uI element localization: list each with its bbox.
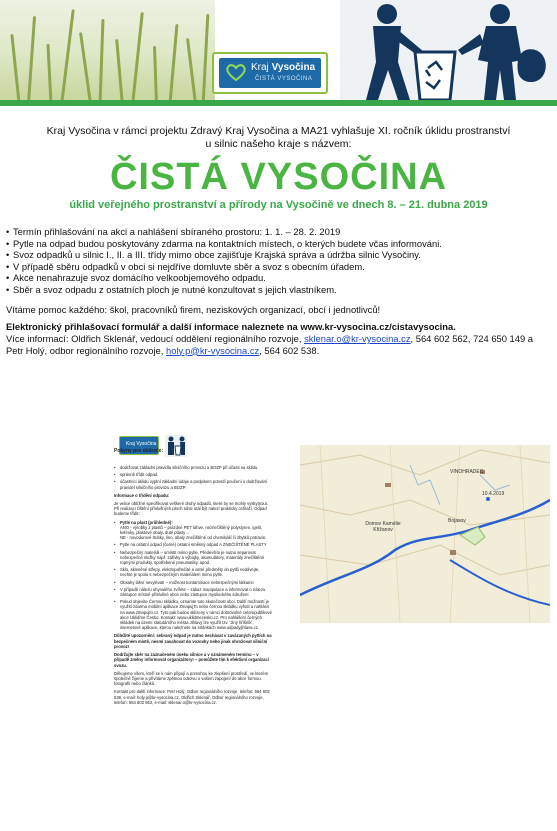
list-item: • Svoz odpadků u silnic I., II. a III. třídy mimo obce zajišťuje Krajská správa a údržba silnic Vysočiny. <box>6 249 551 261</box>
email-link-sklenar[interactable]: sklenar.o@kr-vysocina.cz <box>304 333 411 344</box>
sorting-title: Informace o třídění odpadu: <box>114 492 170 498</box>
list-item: • správně třídit odpad. <box>114 472 272 477</box>
recycling-people-illustration <box>340 0 557 104</box>
recycling-icon <box>165 435 187 457</box>
map-label-area: Bojasov <box>448 518 466 524</box>
contact-info: Více informací: Oldřich Sklenář, vedoucí oddělení regionálního rozvoje, sklenar.o@kr-vysocina.cz, 564 602 562, 724 650 149 a Petr Holý, odbor regionálního rozvoje, holy.p@kr-vysocina.cz, 564 602 538. <box>6 333 534 356</box>
leaflet-logo: Kraj Vysočina <box>119 436 159 455</box>
email-link-holy[interactable]: holy.p@kr-vysocina.cz <box>165 344 260 356</box>
list-item: • Pytle na odpad budou poskytovány zdarma na kontaktních místech, o kterých budete včas informováni. <box>6 238 551 250</box>
grass-photo <box>0 0 215 104</box>
map-label-place: Domov Kamélie Křižanov <box>365 521 401 533</box>
map-graphic <box>300 445 550 623</box>
header-banner <box>0 0 557 104</box>
instructions-leaflet: Kraj Vysočina Pokyny pro sběrače: • dodržovat základní pravidla silničního provozu a BOZP při účasti na sklidu. • správně třídit odpad. • účastníci úklidu vyplní základní údaje a podpisem potvrdí poučení o dodržování pravidel silničního provozu a BOZP. Informace o třídění odpadu: Je velice obtížné specifikovat veškeré druhy odpadů, které by se mohly vyskytnout. Při realizaci čištění příslušných ploch silnic stál být nalezí prakticky ochlaží. Odpad budeme třídit: • Pytle na plast (průhledné): ANO - výrobky z plastů – prázdné PET láhve, neznečištěný polystyren, igelit, kelímky, plastové obaly, duté plasty… NE - novodurové trubky, lino, obaly znečištěné od chemikálií či zbytků potravin. • Pytle na ostatní odpad (černé) ostatní směsný odpad A ZNEČIŠTĚNÉ PLASTY • Nebezpečný materiál – umístit mimo pytle. Především je nutno separovat nebezpečné složky např. zářivky a výbojky, akumulátory, materiály znečištěné ropnými produkty, spotřebené pneumatiky, apod. • Sklo, skleněné střepy, elektropořtečité a ostré předměty do pytlů nedávejte, nechte je spolu s nebezpečným materiálem mimo pytle. • Obsahy láhví nevylévat! – možnost kontaminace nebezpečnými látkami! • V případě nálezu uhynulého zvířete – zákaz manipulace a informovat o nálezu zástupce místně příslušné obce nebo zástupce myslivckého sdružení. • Pokud objevíte Černou skládku, oznamte tuto skutečnost obci. Další možností je využití zdarma mobilní aplikace ZmapujTo nebo černou skládku vyfotit a nahlásit na www.zmapujto.cz. Tyto pak budou sklizeny v rámci dobrovolné celorepublikové akce Ukliďme Česko. Kontakt: www.uklidmecesko.cz. Pro nahlášení černých skládek na území statutárního města Jihlavy lze využít tzv. 'Jiný hříšník', internetové aplikace, kterou naleznete na stránkách www.odpadyjihlava.cz. Důležité upozornění: sebraný odpad je nutno nechávat v zavázaných pytlích na bezpečném místě, nesmí zasahovat do vozovky nebo jinak ohrožovat silniční provoz! Dodržujte sběr na zaznačeném úseku silnice a v oznámeném termínu – v případě změny informovat organizátory! – pomůžete tím k efektivní organizaci svozu. Děkujeme všem, kteří se k nám připojí a pomohou ke zlepšení prostředí, ve kterém společně žijeme a přivítáme zpětnou odezvu o vašem zapojení do akce formou fotografií nebo článků. Kontakt pro další informace: Petr Holý, Odbor regionálního rozvoje, telefon: 564 602 538, e-mail: holy.p@kr-vysocina.cz, Oldřich Sklenář, Odbor regionálního rozvoje, telefon: 564 602 562, e-mail: sklenar.o@kr-vysocina.cz. <box>103 427 275 822</box>
form-info: Elektronický přihlašovací formulář a další informace naleznete na www.kr-vysocina.cz/cistavysocina. <box>6 321 456 332</box>
list-item: • Sběr a svoz odpadu z ostatních ploch je nutné konzultovat s jejich vlastníkem. <box>6 284 551 296</box>
intro-text: Kraj Vysočina v rámci projektu Zdravý Kraj Vysočina a MA21 vyhlašuje XI. ročník úklidu prostranství u silnic našeho kraje s názvem: <box>46 125 511 150</box>
list-item: • Akce nenahrazuje svoz domácího velkoobjemového odpadu. <box>6 272 551 284</box>
page-subtitle: úklid veřejného prostranství a přírody na Vysočině ve dnech 8. – 21. dubna 2019 <box>69 199 488 211</box>
map-label-date: 10.4.2019 <box>482 491 505 497</box>
info-list <box>6 226 551 296</box>
green-divider <box>0 100 557 106</box>
list-item: • dodržovat základní pravidla silničního provozu a BOZP při účasti na sklidu. <box>114 465 272 470</box>
leaflet-heading: Pokyny pro sběrače: <box>114 448 164 454</box>
page-title: ČISTÁ VYSOČINA <box>109 156 448 198</box>
list-item: • V případě sběru odpadků v obci si nejdříve domluvte sběr a svoz s obecním úřadem. <box>6 261 551 273</box>
heart-icon <box>225 62 247 82</box>
kraj-vysocina-logo: Kraj Vysočina ČISTÁ VYSOČINA <box>212 52 328 94</box>
list-item: • Termín přihlašování na akci a nahlášení sbíraného prostoru: 1. 1. – 28. 2. 2019 <box>6 226 551 238</box>
welcome-text: Vítáme pomoc každého: škol, pracovníků firem, neziskových organizací, obcí i jednotlivců! <box>6 304 381 315</box>
map-label-village: VINOHRADEC <box>450 469 484 475</box>
list-item: • účastníci úklidu vyplní základní údaje a podpisem potvrdí poučení o dodržování pravidel silničního provozu a BOZP. <box>114 479 272 489</box>
collection-area-map[interactable] <box>300 445 550 623</box>
